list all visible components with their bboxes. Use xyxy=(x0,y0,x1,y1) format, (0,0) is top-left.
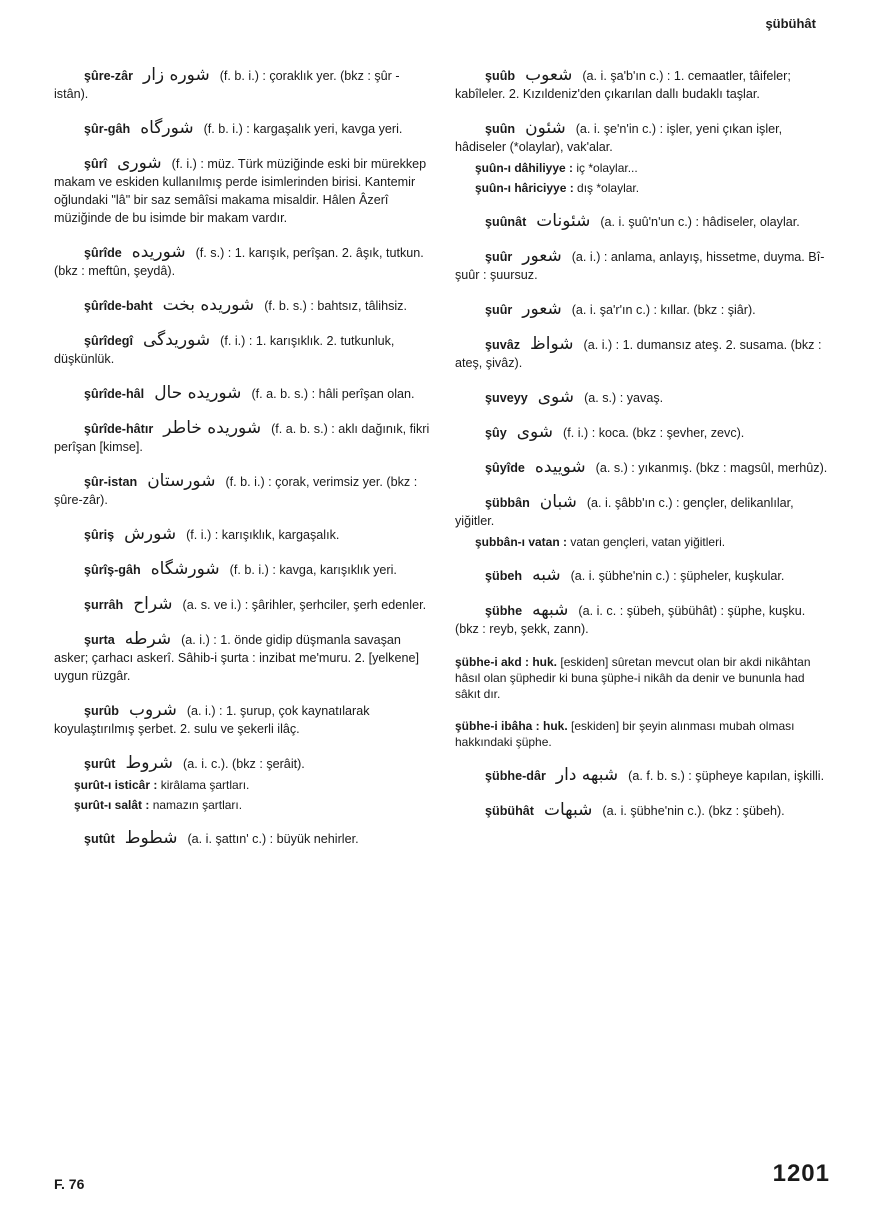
entry-definition: vatan gençleri, vatan yiğitleri. xyxy=(570,535,726,549)
entry-definition: namazın şartları. xyxy=(152,798,243,812)
entry-definition: (f. b. i.) : kargaşalık yeri, kavga yeri. xyxy=(203,122,403,136)
entry-ottoman-script: شورشگاه xyxy=(150,559,220,579)
entry-headword: şuvâz xyxy=(485,338,521,352)
dictionary-entry xyxy=(455,247,831,284)
running-head: şübühât xyxy=(765,16,816,31)
dictionary-entry xyxy=(54,66,432,103)
entry-ottoman-script: شروب xyxy=(128,700,177,720)
entry-definition: (f. i.) : koca. (bkz : şevher, zevc). xyxy=(563,426,745,440)
entry-headword: şûr-istan xyxy=(84,475,138,489)
entry-ottoman-script: شئونات xyxy=(536,211,591,231)
entry-headword: şuûn xyxy=(485,122,516,136)
entry-headword: şübhe xyxy=(485,604,523,618)
entry-headword: şuûn-ı dâhiliyye : xyxy=(475,161,574,175)
dictionary-entry xyxy=(455,566,831,585)
left-column xyxy=(54,66,432,864)
entry-ottoman-script: شوی xyxy=(516,422,554,442)
entry-definition: (a. i. şübhe'nin c.) : şüpheler, kuşkular. xyxy=(570,569,785,583)
dictionary-entry xyxy=(54,754,432,773)
dictionary-entry xyxy=(54,384,432,403)
entry-ottoman-script: شوره زار xyxy=(143,65,210,85)
entry-headword: şûrîde-hâtır xyxy=(84,422,154,436)
entry-definition: (a. i. c.). (bkz : şerâit). xyxy=(183,757,305,771)
entry-headword: şuûr xyxy=(485,303,513,317)
entry-definition: kirâlama şartları. xyxy=(160,778,250,792)
entry-definition: (a. s.) : yavaş. xyxy=(584,391,664,405)
entry-ottoman-script: شوریده xyxy=(131,242,186,262)
dictionary-entry xyxy=(455,493,831,530)
entry-headword: şûriş xyxy=(84,528,115,542)
entry-definition: (a. i. şa'b'ın c.) : 1. cemaatler, tâifeler; kabîleler. 2. Kızıldeniz'den çıkarılan dallı budaklı taşlar. xyxy=(455,69,791,101)
entry-headword: şuûn-ı hâriciyye : xyxy=(475,181,574,195)
entry-definition: (a. i. şattın' c.) : büyük nehirler. xyxy=(187,832,359,846)
entry-headword: şûrîş-gâh xyxy=(84,563,141,577)
entry-headword: şûrîdegî xyxy=(84,334,133,348)
entry-definition: (f. b. s.) : bahtsız, tâlihsiz. xyxy=(264,299,407,313)
dictionary-entry xyxy=(455,66,831,103)
entry-definition: (a. i. şübhe'nin c.). (bkz : şübeh). xyxy=(602,804,785,818)
entry-definition: (a. i. şa'r'ın c.) : kıllar. (bkz : şiâr). xyxy=(571,303,756,317)
entry-headword: şurta xyxy=(84,633,115,647)
entry-ottoman-script: شبه xyxy=(532,565,561,585)
entry-ottoman-script: شوریده حال xyxy=(154,383,242,403)
entry-definition: (f. i.) : karışıklık, kargaşalık. xyxy=(186,528,340,542)
entry-definition: (a. i. şe'n'in c.) : işler, yeni çıkan işler, hâdiseler (*olaylar), vak'alar. xyxy=(455,122,783,154)
dictionary-entry xyxy=(54,630,432,685)
entry-headword: şuûr xyxy=(485,250,513,264)
dictionary-entry xyxy=(455,601,831,638)
entry-ottoman-script: شراح xyxy=(133,594,173,614)
dictionary-entry xyxy=(455,801,831,820)
entry-definition: [eskiden] sûretan mevcut olan bir akdi nikâhtan hâsıl olan şüphedir ki buna şüphe-i nikâh da denir ve bununla had sâkıt dır. xyxy=(455,655,811,701)
entry-headword: şutût xyxy=(84,832,115,846)
entry-headword: şuûb xyxy=(485,69,516,83)
entry-headword: şurût-ı isticâr : xyxy=(74,778,158,792)
dictionary-entry xyxy=(455,766,831,785)
entry-headword: şurûb xyxy=(84,704,119,718)
dictionary-entry xyxy=(54,419,432,456)
entry-headword: şuûnât xyxy=(485,215,527,229)
entry-ottoman-script: شورستان xyxy=(147,471,216,491)
entry-headword: şûy xyxy=(485,426,507,440)
entry-headword: şübühât xyxy=(485,804,534,818)
entry-ottoman-script: شرطه xyxy=(124,629,172,649)
entry-definition: (f. b. i.) : çorak, verimsiz yer. (bkz : şûre-zâr). xyxy=(54,475,418,507)
entry-ottoman-script: شطوط xyxy=(124,828,178,848)
dictionary-entry xyxy=(54,525,432,544)
entry-definition: (a. i. şâbb'ın c.) : gençler, delikanlılar, yiğitler. xyxy=(455,496,794,528)
entry-ottoman-script: شبهه xyxy=(532,600,569,620)
entry-headword: şûr-gâh xyxy=(84,122,131,136)
entry-headword: şûrî xyxy=(84,157,108,171)
entry-definition: (a. i. c. : şübeh, şübühât) : şüphe, kuşku. (bkz : reyb, şekk, zann). xyxy=(455,604,806,636)
dictionary-entry xyxy=(54,119,432,138)
entry-definition: (f. i.) : 1. karışıklık. 2. tutkunluk, düşkünlük. xyxy=(54,334,395,366)
entry-definition: iç *olaylar... xyxy=(576,161,638,175)
entry-headword: şübhe-dâr xyxy=(485,769,546,783)
dictionary-entry xyxy=(455,534,831,550)
entry-definition: (a. s. ve i.) : şârihler, şerhciler, şerh edenler. xyxy=(182,598,427,612)
dictionary-entry xyxy=(455,458,831,477)
entry-ottoman-script: شوریده بخت xyxy=(162,295,255,315)
entry-definition: (f. i.) : müz. Türk müziğinde eski bir mürekkep makam ve eskiden kullanılmış perde isimlerinden birisi. Kantemir oğlundaki "lâ" bir saz semâîsi makama misaldir. Hâlen Âzerî müziğinde de bu isimde bir makam vardır. xyxy=(54,157,427,225)
dictionary-entry xyxy=(54,829,432,848)
entry-headword: şübbân xyxy=(485,496,530,510)
entry-definition: (a. s.) : yıkanmış. (bkz : magsûl, merhûz). xyxy=(595,461,828,475)
dictionary-entry xyxy=(455,160,831,176)
entry-headword: şurût-ı salât : xyxy=(74,798,150,812)
entry-ottoman-script: شروط xyxy=(125,753,174,773)
entry-definition: [eskiden] bir şeyin alınması mubah olması hakkındaki şüphe. xyxy=(455,719,795,749)
entry-ottoman-script: شوری xyxy=(117,153,162,173)
page-number: 1201 xyxy=(772,1160,830,1187)
dictionary-entry xyxy=(54,331,432,368)
dictionary-entry xyxy=(54,560,432,579)
entry-headword: şûre-zâr xyxy=(84,69,133,83)
entry-headword: şurrâh xyxy=(84,598,124,612)
entry-ottoman-script: شورگاه xyxy=(140,118,194,138)
dictionary-entry xyxy=(54,154,432,227)
entry-headword: şurût xyxy=(84,757,116,771)
entry-ottoman-script: شعور xyxy=(522,299,562,319)
dictionary-entry xyxy=(54,296,432,315)
entry-definition: (f. a. b. s.) : aklı dağınık, fikri perîşan [kimse]. xyxy=(54,422,430,454)
signature-mark: F. 76 xyxy=(54,1176,85,1192)
entry-ottoman-script: شعور xyxy=(522,246,562,266)
entry-definition: (a. i.) : anlama, anlayış, hissetme, duyma. Bî-şuûr : şuursuz. xyxy=(455,250,825,282)
entry-definition: dış *olaylar. xyxy=(577,181,640,195)
dictionary-entry xyxy=(455,388,831,407)
entry-headword: şûyîde xyxy=(485,461,525,475)
entry-definition: (a. i. şuû'n'un c.) : hâdiseler, olaylar. xyxy=(600,215,800,229)
dictionary-entry xyxy=(455,212,831,231)
entry-headword: şubbân-ı vatan : xyxy=(475,535,568,549)
entry-ottoman-script: شبهه دار xyxy=(555,765,619,785)
dictionary-entry xyxy=(54,701,432,738)
dictionary-entry xyxy=(54,797,432,813)
entry-ottoman-script: شئون xyxy=(525,118,566,138)
dictionary-entry xyxy=(54,243,432,280)
dictionary-entry xyxy=(455,180,831,196)
entry-ottoman-script: شبان xyxy=(539,492,577,512)
dictionary-entry xyxy=(455,335,831,372)
entry-ottoman-script: شوریده خاطر xyxy=(163,418,262,438)
dictionary-entry xyxy=(54,777,432,793)
entry-ottoman-script: شوریدگی xyxy=(143,330,211,350)
dictionary-entry xyxy=(455,654,831,702)
entry-definition: (a. i.) : 1. önde gidip düşmanla savaşan asker; çarhacı askerî. Sâhib-i şurta : inzibat me'muru. 2. [yelkene] uygun rüzgâr. xyxy=(54,633,419,683)
entry-ottoman-script: شبهات xyxy=(543,800,593,820)
dictionary-entry xyxy=(455,718,831,750)
dictionary-entry xyxy=(54,472,432,509)
entry-ottoman-script: شعوب xyxy=(525,65,573,85)
entry-headword: şübhe-i akd : huk. xyxy=(455,655,558,669)
dictionary-entry xyxy=(54,595,432,614)
entry-ottoman-script: شورش xyxy=(124,524,177,544)
dictionary-entry xyxy=(455,119,831,156)
entry-ottoman-script: شوییده xyxy=(534,457,586,477)
dictionary-entry xyxy=(455,300,831,319)
entry-ottoman-script: شوی xyxy=(537,387,575,407)
dictionary-entry xyxy=(455,423,831,442)
entry-headword: şübhe-i ibâha : huk. xyxy=(455,719,568,733)
entry-headword: şûrîde xyxy=(84,246,122,260)
entry-definition: (f. b. i.) : çoraklık yer. (bkz : şûr - istân). xyxy=(54,69,400,101)
entry-definition: (f. b. i.) : kavga, karışıklık yeri. xyxy=(229,563,397,577)
right-column xyxy=(455,66,831,836)
entry-headword: şuveyy xyxy=(485,391,528,405)
entry-headword: şûrîde-baht xyxy=(84,299,153,313)
entry-definition: (f. s.) : 1. karışık, perîşan. 2. âşık, tutkun. (bkz : meftûn, şeydâ). xyxy=(54,246,424,278)
entry-definition: (a. i.) : 1. şurup, çok kaynatılarak koyulaştırılmış şerbet. 2. sulu ve şekerli ilâç. xyxy=(54,704,370,736)
entry-headword: şûrîde-hâl xyxy=(84,387,145,401)
entry-definition: (f. a. b. s.) : hâli perîşan olan. xyxy=(251,387,415,401)
entry-definition: (a. f. b. s.) : şüpheye kapılan, işkilli. xyxy=(628,769,825,783)
entry-definition: (a. i.) : 1. dumansız ateş. 2. susama. (bkz : ateş, şivâz). xyxy=(455,338,822,370)
entry-headword: şübeh xyxy=(485,569,523,583)
entry-ottoman-script: شواظ xyxy=(530,334,574,354)
